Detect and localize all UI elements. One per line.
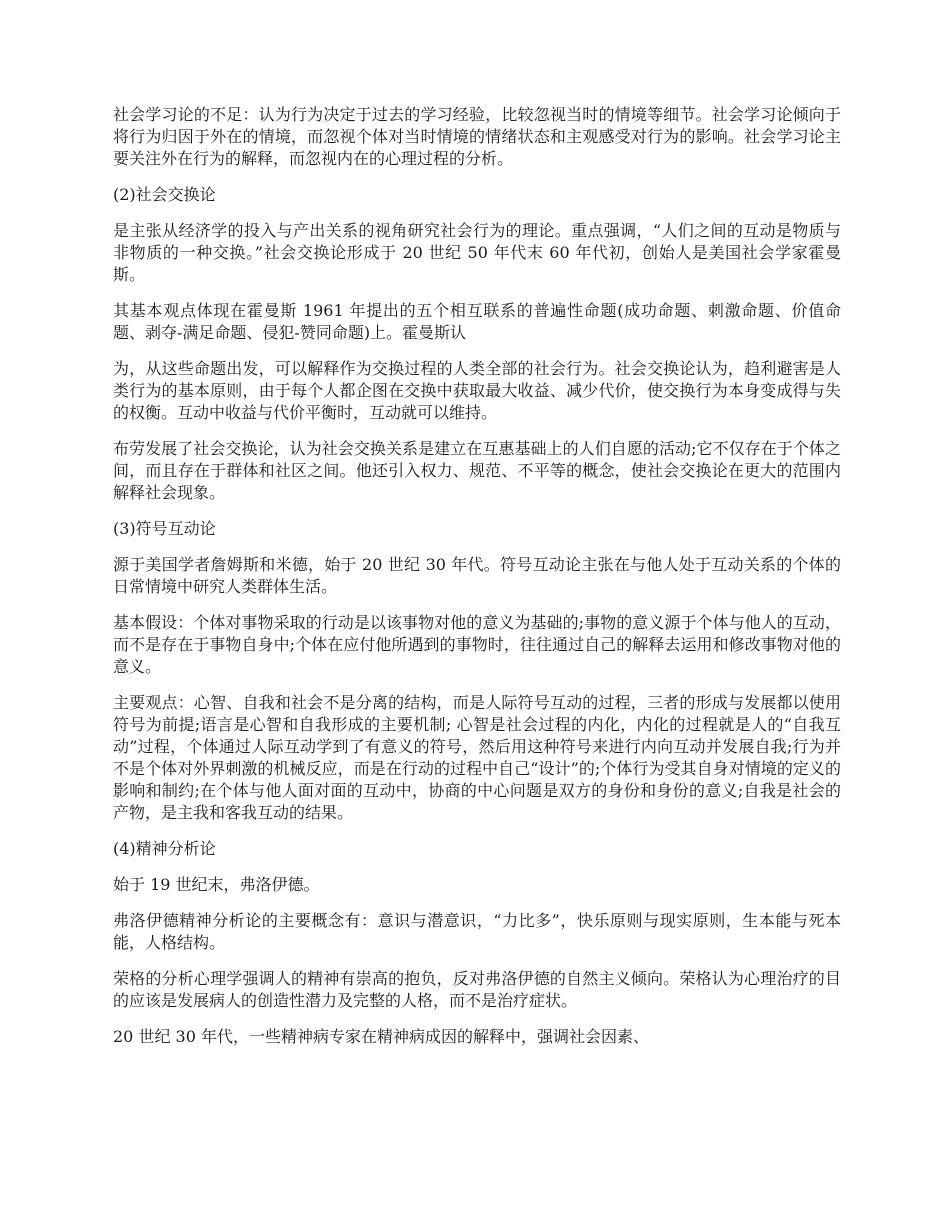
paragraph-social-learning-limits: 社会学习论的不足：认为行为决定于过去的学习经验，比较忽视当时的情境等细节。社会学习论倾向于将行为归因于外在的情境，而忽视个体对当时情境的情绪状态和主观感受对行为的影响。社会学习论主要关注外在行为的解释，而忽视内在的心理过程的分析。 (113, 105, 841, 168)
heading-symbolic-interaction: (3)符号互动论 (113, 519, 216, 538)
paragraph-exchange-behavior: 为，从这些命题出发，可以解释作为交换过程的人类全部的社会行为。社会交换论认为，趋利避害是人类行为的基本原则，由于每个人都企图在交换中获取最大收益、减少代价，使交换行为本身变成得与失的权衡。互动中收益与代价平衡时，互动就可以维持。 (113, 359, 841, 422)
paragraph-main-viewpoints: 主要观点：心智、自我和社会不是分离的结构，而是人际符号互动的过程，三者的形成与发展都以使用符号为前提;语言是心智和自我形成的主要机制; 心智是社会过程的内化，内化的过程就是人的“自我互动”过程，个体通过人际互动学到了有意义的符号，然后用这种符号来进行内向互动并发展自我;行为并不是个体对外界刺激的机械反应，而是在行动的过程中自己“设计”的;个体行为受其自身对情境的定义的影响和制约;在个体与他人面对面的互动中，协商的中心问题是双方的身份和身份的意义;自我是社会的产物，是主我和客我互动的结果。 (113, 693, 841, 822)
paragraph-basic-assumptions: 基本假设：个体对事物采取的行动是以该事物对他的意义为基础的;事物的意义源于个体与他人的互动，而不是存在于事物自身中;个体在应付他所遇到的事物时，往往通过自己的解释去运用和修改事物对他的意义。 (113, 613, 841, 676)
paragraph-blau-development: 布劳发展了社会交换论，认为社会交换关系是建立在互惠基础上的人们自愿的活动;它不仅存在于个体之间，而且存在于群体和社区之间。他还引入权力、规范、不平等的概念，使社会交换论在更大的范围内解释社会现象。 (113, 439, 841, 502)
paragraph-symbolic-origin: 源于美国学者詹姆斯和米德，始于 20 世纪 30 年代。符号互动论主张在与他人处于互动关系的个体的日常情境中研究人类群体生活。 (113, 555, 841, 596)
paragraph-homans-propositions: 其基本观点体现在霍曼斯 1961 年提出的五个相互联系的普遍性命题(成功命题、刺激命题、价值命题、剥夺-满足命题、侵犯-赞同命题)上。霍曼斯认 (113, 301, 841, 342)
heading-social-exchange: (2)社会交换论 (113, 185, 216, 204)
paragraph-freud-concepts: 弗洛伊德精神分析论的主要概念有：意识与潜意识，“力比多”，快乐原则与现实原则，生本能与死本能，人格结构。 (113, 911, 841, 952)
heading-psychoanalysis: (4)精神分析论 (113, 839, 216, 858)
document-page (113, 104, 841, 1062)
paragraph-jung-analysis: 荣格的分析心理学强调人的精神有崇高的抱负，反对弗洛伊德的自然主义倾向。荣格认为心理治疗的目的应该是发展病人的创造性潜力及完整的人格，而不是治疗症状。 (113, 969, 841, 1010)
paragraph-social-exchange-definition: 是主张从经济学的投入与产出关系的视角研究社会行为的理论。重点强调，“人们之间的互动是物质与非物质的一种交换。”社会交换论形成于 20 世纪 50 年代末 60 年代初，创始人是美国社会学家霍曼斯。 (113, 221, 841, 284)
paragraph-freud-origin: 始于 19 世纪末，弗洛伊德。 (113, 875, 320, 894)
paragraph-1930s-psychiatrists: 20 世纪 30 年代，一些精神病专家在精神病成因的解释中，强调社会因素、 (113, 1027, 649, 1046)
